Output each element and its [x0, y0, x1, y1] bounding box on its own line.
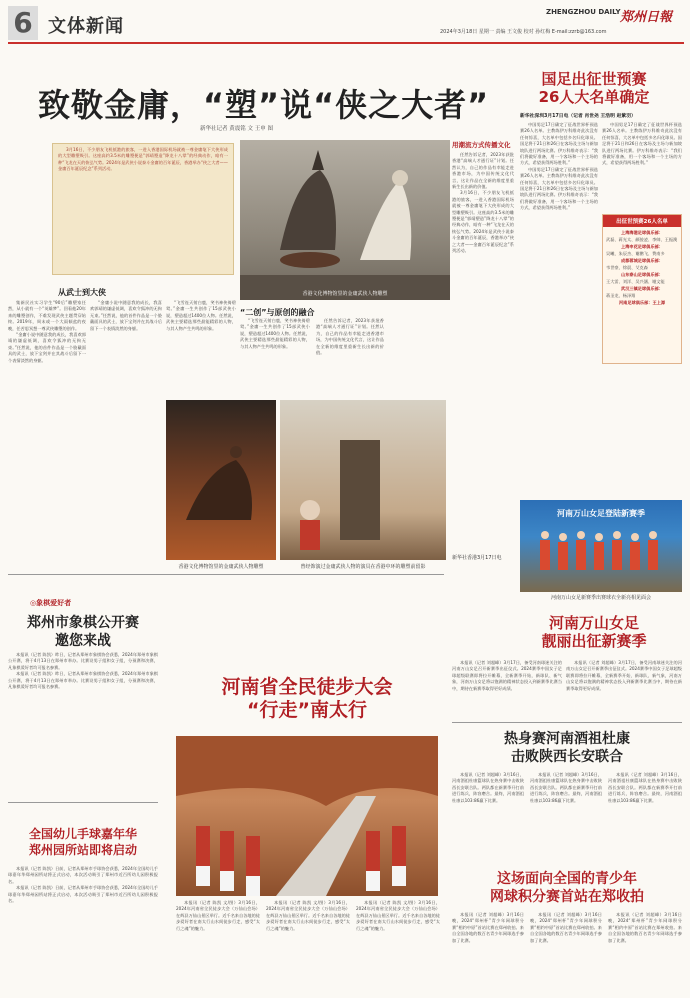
basket-text-b: 本报讯（记者 刘超峰）3月16日，河南酒祖杜康篮球队在热身赛中击败陕西长安联合队。两队都在新赛季开打前进行练兵，阵容磨合。最终，河南酒祖杜康以103:86赢下比赛。: [530, 772, 602, 803]
horse-statue-illustration: [166, 400, 276, 560]
tennis-headline: 这场面向全国的青少年 网球积分赛首站在郑收拍: [490, 871, 644, 905]
chess-label: ◎象棋爱好者: [30, 599, 72, 607]
marchers-illustration: [176, 736, 438, 896]
tennis-col-a: [452, 912, 524, 992]
kids-top-rule: [8, 802, 158, 803]
tennis-text-c: 本报讯（记者 刘超峰）3月16日晚，2024“郑州杯”青少年网球积分赛“相约中原”首站比赛在郑州收拍。来自全国各地的数百名青少年网球选手参加了比赛。: [608, 912, 682, 943]
chess-text-2: 本报讯（记者 陈凯）昨日，记者从郑州市象棋协会获悉，2024年郑州市象棋公开赛，将于4月13日在郑州市举办。比赛设男子组和女子组，分预赛和决赛，凡象棋爱好者均可报名参赛。: [8, 671, 158, 690]
lead-col-5-text: 任然告诉记者，2023年获批香港“高端人才通行证”计划。任然认为，自己的作品有幸能走进香港市场，为中国传统文化代言，这让作品在全新的维度里重新生长出新的价值。: [316, 318, 384, 356]
basket-headline: 热身赛河南酒祖杜康 击败陕西长安联合: [504, 731, 630, 765]
walk-col-3: [356, 900, 440, 992]
roster-players: 吴曦、朱辰杰、谢鹏飞、费南多: [606, 251, 665, 256]
page-number: 6: [8, 6, 38, 40]
roster-club: 武汉三镇足球俱乐部：: [621, 286, 663, 291]
tennis-col-c: [608, 912, 682, 992]
lead-col-1-text-b: “金庸小说中随意我的成长，我喜欢郭靖的谦虚低调，喜欢令狐冲的无拘无束。”任然说，他的首件作品是一个脸戴面具的武士，放下宝剑并在其战斗后留下一个表情淡然的身躯。: [8, 332, 86, 363]
lead-col-6-text: 任然告诉记者，2023年获批香港“高端人才通行证”计划。任然认为，自己的作品有幸能走进香港市场，为中国传统文化代言，这让作品在全新的维度里重新生长出新的价值。: [452, 152, 514, 190]
chess-text: 本报讯（记者 陈凯）昨日，记者从郑州市象棋协会获悉，2024年郑州市象棋公开赛，将于4月13日在郑州市举办。比赛设男子组和女子组，分预赛和决赛，凡象棋爱好者均可报名参赛。: [8, 652, 158, 670]
football-headline: 国足出征世预赛 26人大名单确定: [538, 70, 650, 106]
women-team-photo: [520, 500, 682, 592]
lead-col-2-text: “金庸小说中随意我的成长，我喜欢郭靖的谦虚低调，喜欢令狐冲的无拘无束。”任然说，他的首件作品是一个脸戴面具的武士，放下宝剑并在其战斗后留下一个表情淡然的身躯。: [90, 300, 162, 331]
women-photo-caption: 河南万山女足新赛季出赛球衣全新亮相见面会: [550, 595, 651, 601]
lead-headline: 致敬金庸，“塑”说“侠之大者”: [38, 86, 490, 124]
lead-col-3-text: “飞雪连天射白鹿，笑书神侠倚碧鸳。”金庸一生共创作了15部武侠小说，塑造超过1400位人物。任然说，武侠主要精选那些最能精彩的人物，与其人物产生共鸣的形象。: [166, 300, 236, 331]
tennis-text-b: 本报讯（记者 刘超峰）3月16日晚，2024“郑州杯”青少年网球积分赛“相约中原”首站比赛在郑州收拍。来自全国各地的数百名青少年网球选手参加了比赛。: [530, 912, 602, 943]
roster-players: 韦世豪、徐晨、艾克森: [606, 265, 648, 270]
statue-illustration: [240, 140, 450, 300]
lead-source: 新华社香港3月17日电: [452, 555, 502, 561]
roster-club: 山东泰山足球俱乐部：: [621, 272, 663, 277]
basket-col-b: [530, 772, 602, 864]
roster-club: 河南足球俱乐部：王上源: [618, 300, 666, 305]
women-text-b: 本报讯（记者 刘超峰）3月17日，备受河南球迷关注的河南万山女足召开新赛季出征仪式。2024赛季中国女子足球超级联赛即将拉开帷幕，全新赛季开始，新球队、新气象，河南万山女足将以饱满的精神状态投入到新赛季比赛当中，期待在新赛季取得更好成绩。: [566, 660, 682, 691]
section-title: 文体新闻: [48, 16, 124, 37]
lead-col-6: [452, 152, 514, 532]
paper-logo: 郑州日報: [620, 10, 673, 25]
women-headline: 河南万山女足 靓丽出征新赛季: [541, 614, 647, 650]
lead-byline: 新华社记者 黄震铭 文 王申 图: [200, 126, 273, 132]
basket-col-a: [452, 772, 524, 864]
lead-side-label: 用潮流方式传播文化: [452, 141, 511, 149]
lead-photo-caption: 香港文化博物馆里的金庸武侠人物雕塑: [302, 291, 388, 297]
walk-col-1: [176, 900, 260, 992]
crowd-statue-illustration: [280, 400, 446, 560]
roster-players: 武磊、蒋光太、颜骏凌、李帅、王振澳: [606, 237, 678, 242]
women-col-b: [566, 660, 682, 720]
lead-subhead: 从武士到大侠: [58, 288, 106, 297]
tennis-col-b: [530, 912, 602, 992]
walk-text-3: 本报讯（记者 陈凯 文/图）3月16日，2024年河南省全民徒步大会（万仙山会场）在辉县万仙山景区举行。近千名来自各地的徒步爱好者在南太行山水间徒步行走，感受“太行之魂”的魅力。: [356, 900, 440, 931]
roster-club: 上海申花足球俱乐部：: [621, 244, 663, 249]
lead-main-photo: [240, 140, 450, 300]
tennis-text-a: 本报讯（记者 刘超峰）3月16日晚，2024“郑州杯”青少年网球积分赛“相约中原”首站比赛在郑州收拍。来自全国各地的数百名青少年网球选手参加了比赛。: [452, 912, 524, 943]
lead-col-1: [8, 300, 86, 498]
lead-col-5: [316, 318, 384, 398]
header-rule: [8, 42, 684, 44]
football-byline: 新华社深圳3月17日电（记者 肖世尧 王浩明 赵紫羽）: [520, 114, 636, 119]
roster-players: 蒋圣龙、杨泽翔: [606, 293, 636, 298]
lead-photo-3-caption: 曾经饰演过金庸武侠人物的演员在香港中环的雕塑前留影: [300, 564, 426, 570]
basket-text-c: 本报讯（记者 刘超峰）3月16日，河南酒祖杜康篮球队在热身赛中击败陕西长安联合队。两队都在新赛季开打前进行练兵，阵容磨合。最终，河南酒祖杜康以103:86赢下比赛。: [608, 772, 682, 803]
lead-col-4-text: “飞雪连天射白鹿，笑书神侠倚碧鸳。”金庸一生共创作了15部武侠小说，塑造超过1400位人物。任然说，武侠主要精选那些最能精彩的人物，与其人物产生共鸣的形象。: [240, 318, 310, 349]
paper-name-en: ZHENGZHOU DAILY: [546, 8, 621, 16]
lead-col-1-text-a: 集新民社实习学生“90后”雕塑家任然，从小就有一个“英雄梦”。回看他20年来的雕塑创作，不难发现武侠主题贯穿始终。2019年，周末或一个大雨倾盆的夜晚，任苦思冥想一尊武侠雕塑的创作。: [8, 300, 86, 331]
kids-text: 本报讯（记者 陈凯）日前，记者从郑州市手球协会获悉，2024年全国幼儿手球嘉年华郑州园所站将正式启动，本次活动吸引了郑州市近百所幼儿园积极报名。: [8, 866, 158, 884]
lead-col-3: [166, 300, 236, 400]
roster-title: 出征世预赛26人名单: [603, 215, 681, 227]
lead-col-6-text-b: 3月16日，不少朋友飞机抵港的旅客，一进入香港国际机场就被一尊金庸笔下大侠形成的大型雕塑吸引。这座高约3.5米的雕塑便是“郭靖塑造”降龙十八掌”的经典动作，暗有一种“飞龙在天的恢弘气势。2024年是武侠小说泰斗金庸的百年诞辰，香港举办“侠之大者——金庸百年诞辰纪念”系列活动。: [452, 190, 514, 254]
lead-col-4: [240, 318, 310, 398]
walk-col-2: [266, 900, 350, 992]
roster-box: [602, 214, 682, 364]
football-col-a: [520, 122, 598, 492]
lead-photo-2: [166, 400, 276, 560]
football-text-a: 中国男足17日确定了征战世界杯预选赛26人名单。主教练伊万科维奇此次没有任何惊喜，大名单中包括多名归化球员。国足将于21日和26日在客场及主场与新加坡队进行两场比赛。伊万科维奇表示：“我们将做好准备，用一个客场和一个主场的方式，希望获得两场胜利。”: [520, 122, 598, 166]
walk-text-2: 本报讯（记者 陈凯 文/图）3月16日，2024年河南省全民徒步大会（万仙山会场）在辉县万仙山景区举行。近千名来自各地的徒步爱好者在南太行山水间徒步行走，感受“太行之魂”的魅力。: [266, 900, 350, 931]
roster-club: 上海海港足球俱乐部：: [621, 230, 663, 235]
kids-headline: 全国幼儿手球嘉年华 郑州园所站即将启动: [28, 827, 137, 857]
roster-club: 成都蓉城足球俱乐部：: [621, 258, 663, 263]
football-text-b: 中国男足17日确定了征战世界杯预选赛26人名单。主教练伊万科维奇此次没有任何惊喜，大名单中包括多名归化球员。国足将于21日和26日在客场及主场与新加坡队进行两场比赛。伊万科维奇表示：“我们将做好准备，用一个客场和一个主场的方式，希望获得两场胜利。”: [602, 122, 682, 166]
women-text-a: 本报讯（记者 刘超峰）3月17日，备受河南球迷关注的河南万山女足召开新赛季出征仪式。2024赛季中国女子足球超级联赛即将拉开帷幕，全新赛季开始，新球队、新气象，河南万山女足将以饱满的精神状态投入到新赛季比赛当中，期待在新赛季取得更好成绩。: [452, 660, 562, 691]
lead-bottom-rule: [8, 574, 444, 575]
women-col-a: [452, 660, 562, 720]
basket-col-c: [608, 772, 682, 864]
lead-photo-3: [280, 400, 446, 560]
basket-top-rule: [452, 722, 682, 723]
football-col-b: [602, 122, 682, 212]
roster-list: [603, 227, 681, 308]
walk-photo: [176, 736, 438, 896]
football-text-a2: 中国男足17日确定了征战世界杯预选赛26人名单。主教练伊万科维奇此次没有任何惊喜，大名单中包括多名归化球员。国足将于21日和26日在客场及主场与新加坡队进行两场比赛。伊万科维奇表示：“我们将做好准备，用一个客场和一个主场的方式，希望获得两场胜利。”: [520, 166, 598, 211]
roster-players: 王大雷、刘洋、吴兴涵、谢文能: [606, 279, 665, 284]
chess-text-block: [8, 652, 158, 792]
dateline: 2024年3月18日 星期一 责编 王文俊 校对 孙红梅 E-mail:zzrb@163.com: [440, 29, 607, 35]
basket-text-a: 本报讯（记者 刘超峰）3月16日，河南酒祖杜康篮球队在热身赛中击败陕西长安联合队。两队都在新赛季开打前进行练兵，阵容磨合。最终，河南酒祖杜康以103:86赢下比赛。: [452, 772, 524, 803]
lead-intro-text: 3月16日，不少朋友飞机抵港的旅客，一进入香港国际机场就被一尊金庸笔下大侠形成的大型雕塑吸引。这座高约3.5米的雕塑便是“郭靖塑造”降龙十八掌”的经典动作，暗有一种“飞龙在天的恢弘气势。2024年是武侠小说泰斗金庸的百年诞辰，香港举办“侠之大者——金庸百年诞辰纪念”系列活动。: [58, 147, 228, 172]
walk-text-1: 本报讯（记者 陈凯 文/图）3月16日，2024年河南省全民徒步大会（万仙山会场）在辉县万仙山景区举行。近千名来自各地的徒步爱好者在南太行山水间徒步行走，感受“太行之魂”的魅力。: [176, 900, 260, 931]
lead-photo-2-caption: 香港文化博物馆里的金庸武侠人物雕塑: [178, 564, 264, 570]
kids-text-block: [8, 866, 158, 992]
chess-headline: 郑州市象棋公开赛 邀您来战: [27, 615, 139, 649]
lead-intro-box: [52, 143, 234, 275]
kids-text-2: 本报讯（记者 陈凯）日前，记者从郑州市手球协会获悉，2024年全国幼儿手球嘉年华郑州园所站将正式启动，本次活动吸引了郑州市近百所幼儿园积极报名。: [8, 885, 158, 904]
lead-col-2: [90, 300, 162, 498]
lead-subhead-2: “二创”与原创的融合: [240, 308, 315, 317]
walk-headline: 河南省全民徒步大会 “行走”南太行: [221, 676, 393, 721]
women-banner: 河南万山女足登陆新赛季: [557, 509, 645, 518]
